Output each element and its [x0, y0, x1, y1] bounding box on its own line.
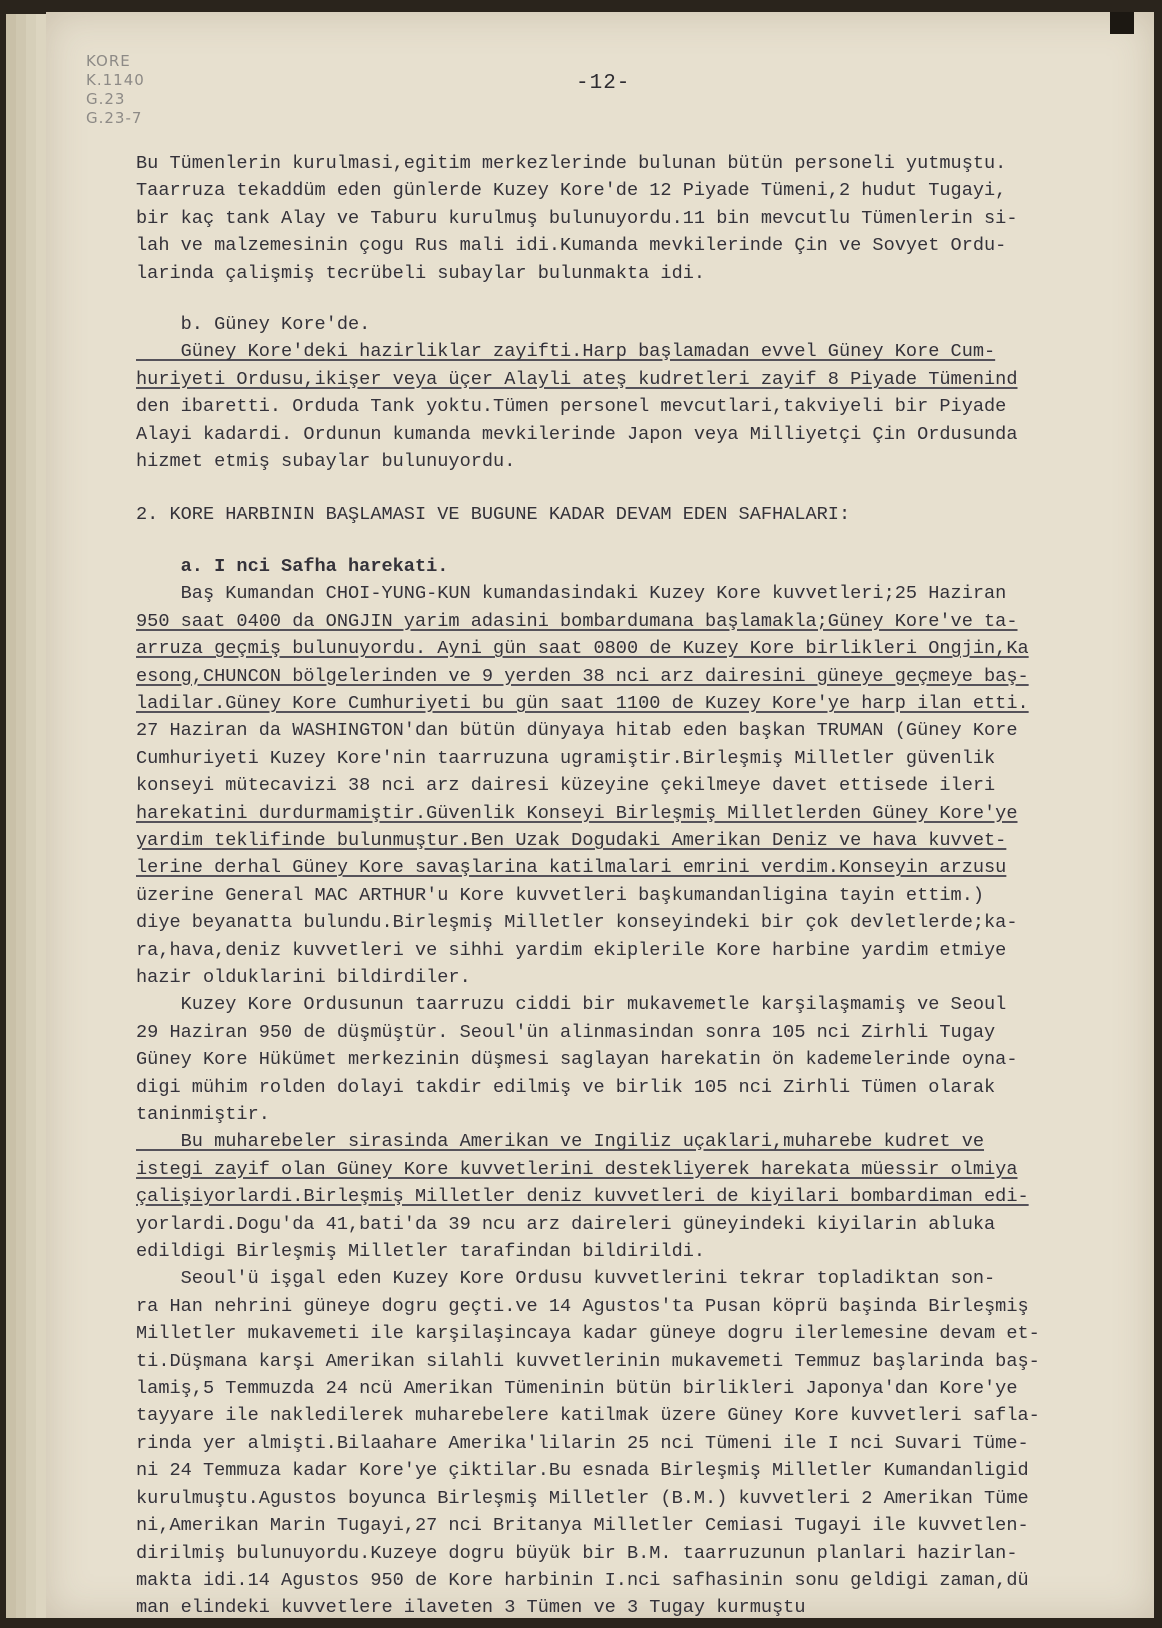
text-line: diye beyanatta bulundu.Birleşmiş Milletler konseyindeki bir çok devletlerde;ka- — [136, 912, 1018, 934]
text-line: ni,Amerikan Marin Tugayi,27 nci Britanya Milletler Cemiasi Tugayi ile kuvvetlen- — [136, 1515, 1029, 1537]
heading-line: 2. KORE HARBININ BAŞLAMASI VE BUGUNE KADAR DEVAM EDEN SAFHALARI: — [136, 504, 851, 526]
paragraph-kuzey-kore-tumenler — [136, 150, 1146, 287]
text-line: çalişiyorlardi.Birleşmiş Milletler deniz kuvvetleri de kiyilari bombardiman edi- — [136, 1186, 1029, 1208]
text-line: ni 24 Temmuza kadar Kore'ye çiktilar.Bu esnada Birleşmiş Milletler Kumandanligid — [136, 1460, 1029, 1482]
text-line: digi mühim rolden dolayi takdir edilmiş ve birlik 105 nci Zirhli Tümen olarak — [136, 1076, 996, 1098]
text-line: Alayi kadardi. Ordunun kumanda mevkilerinde Japon veya Milliyetçi Çin Ordusunda — [136, 423, 1018, 445]
text-line: rinda yer almişti.Bilaahare Amerika'lilarin 25 nci Tümeni ile I nci Suvari Tüme- — [136, 1432, 1029, 1454]
pencil-note: KORE — [86, 52, 131, 70]
pencil-note: G.23-7 — [86, 109, 143, 127]
section-heading — [136, 501, 1146, 528]
text-line: dirilmiş bulunuyordu.Kuzeye dogru büyük bir B.M. taarruzunun planlari hazirlan- — [136, 1542, 1018, 1564]
text-line: ladilar.Güney Kore Cumhuriyeti bu gün saat 1100 de Kuzey Kore'ye harp ilan etti. — [136, 692, 1029, 714]
text-line: Güney Kore Hükümet merkezinin düşmesi saglayan harekatin ön kademelerinde oyna- — [136, 1049, 1018, 1071]
scan-corner-mark — [1110, 12, 1134, 34]
document-body — [136, 150, 1146, 1622]
paragraph-safha-harekati — [136, 553, 1146, 992]
page-number: -12- — [576, 72, 631, 95]
text-line: bir kaç tank Alay ve Taburu kurulmuş bulunuyordu.11 bin mevcutlu Tümenlerin si- — [136, 207, 1018, 229]
text-line: arruza geçmiş bulunuyordu. Ayni gün saat 0800 de Kuzey Kore birlikleri Ongjin,Ka — [136, 638, 1029, 660]
text-line: makta idi.14 Agustos 950 de Kore harbinin I.nci safhasinin sonu geldigi zaman,dü — [136, 1569, 1029, 1591]
text-line: man elindeki kuvvetlere ilaveten 3 Tümen ve 3 Tugay kurmuştu — [136, 1597, 806, 1619]
subheading: a. I nci Safha harekati. — [136, 555, 449, 577]
text-line: Cumhuriyeti Kuzey Kore'nin taarruzuna ugramiştir.Birleşmiş Milletler güvenlik — [136, 747, 996, 769]
text-line: lerine derhal Güney Kore savaşlarina katilmalari emrini verdim.Konseyin arzusu — [136, 857, 1007, 879]
pencil-note: G.23 — [86, 90, 126, 108]
text-line: harekatini durdurmamiştir.Güvenlik Konseyi Birleşmiş Milletlerden Güney Kore'ye — [136, 802, 1018, 824]
text-line: Kuzey Kore Ordusunun taarruzu ciddi bir mukavemetle karşilaşmamiş ve Seoul — [136, 994, 1007, 1016]
text-line: yorlardi.Dogu'da 41,bati'da 39 ncu arz daireleri güneyindeki kiyilarin abluka — [136, 1213, 996, 1235]
paragraph-muharebeler — [136, 1128, 1146, 1265]
text-line: Baş Kumandan CHOI-YUNG-KUN kumandasindaki Kuzey Kore kuvvetleri;25 Haziran — [136, 583, 1007, 605]
text-line: Güney Kore'deki hazirliklar zayifti.Harp başlamadan evvel Güney Kore Cum- — [136, 341, 996, 363]
text-line: Taarruza tekaddüm eden günlerde Kuzey Kore'de 12 Piyade Tümeni,2 hudut Tugayi, — [136, 180, 1007, 202]
text-line: ti.Düşmana karşi Amerikan silahli kuvvetlerinin mukavemeti Temmuz başlarinda baş- — [136, 1350, 1040, 1372]
paragraph-seoul-dusmesi — [136, 991, 1146, 1128]
text-line: den ibaretti. Orduda Tank yoktu.Tümen personel mevcutlari,takviyeli bir Piyade — [136, 396, 1007, 418]
text-line: larinda çalişmiş tecrübeli subaylar bulunmakta idi. — [136, 262, 706, 284]
text-line: ra,hava,deniz kuvvetleri ve sihhi yardim ekiplerile Kore harbine yardim etmiye — [136, 939, 1007, 961]
text-line: lamiş,5 Temmuzda 24 ncü Amerikan Tümeninin bütün birlikleri Japonya'dan Kore'ye — [136, 1378, 1018, 1400]
text-line: hazir olduklarini bildirdiler. — [136, 966, 471, 988]
text-line: 950 saat 0400 da ONGJIN yarim adasini bombardumana başlamakla;Güney Kore've ta- — [136, 610, 1018, 632]
text-line: istegi zayif olan Güney Kore kuvvetlerini destekliyerek harekata müessir olmiya — [136, 1158, 1018, 1180]
paragraph-guney-kore — [136, 311, 1146, 475]
text-line: edildigi Birleşmiş Milletler tarafindan bildirildi. — [136, 1241, 706, 1263]
text-line: Milletler mukavemeti ile karşilaşincaya kadar güneye dogru ilerlemesine devam et- — [136, 1323, 1040, 1345]
text-line: yardim teklifinde bulunmuştur.Ben Uzak Dogudaki Amerikan Deniz ve hava kuvvet- — [136, 829, 1007, 851]
text-line: hizmet etmiş subaylar bulunuyordu. — [136, 451, 516, 473]
text-line: ra Han nehrini güneye dogru geçti.ve 14 Agustos'ta Pusan köprü başinda Birleşmiş — [136, 1295, 1029, 1317]
text-line: esong,CHUNCON bölgelerinden ve 9 yerden 38 nci arz dairesini güneye geçmeye baş- — [136, 665, 1029, 687]
text-line: konseyi mütecavizi 38 nci arz dairesi küzeyine çekilmeye davet ettisede ileri — [136, 775, 996, 797]
text-line: Bu muharebeler sirasinda Amerikan ve Ingiliz uçaklari,muharebe kudret ve — [136, 1131, 985, 1153]
text-line: 27 Haziran da WASHINGTON'dan bütün dünyaya hitab eden başkan TRUMAN (Güney Kore — [136, 720, 1018, 742]
text-line: üzerine General MAC ARTHUR'u Kore kuvvetleri başkumandanligina tayin ettim.) — [136, 884, 985, 906]
subheading: b. Güney Kore'de. — [136, 314, 371, 336]
text-line: lah ve malzemesinin çogu Rus mali idi.Kumanda mevkilerinde Çin ve Sovyet Ordu- — [136, 235, 1007, 257]
document-page — [46, 12, 1154, 1618]
pencil-note: K.1140 — [86, 71, 145, 89]
text-line: huriyeti Ordusu,ikişer veya üçer Alayli ateş kudretleri zayif 8 Piyade Tümenind — [136, 368, 1018, 390]
text-line: tayyare ile nakledilerek muharebelere katilmak üzere Güney Kore kuvvetleri safla- — [136, 1405, 1040, 1427]
pencil-notes — [86, 52, 145, 128]
text-line: 29 Haziran 950 de düşmüştür. Seoul'ün alinmasindan sonra 105 nci Zirhli Tugay — [136, 1021, 996, 1043]
text-line: Bu Tümenlerin kurulmasi,egitim merkezlerinde bulunan bütün personeli yutmuştu. — [136, 153, 1007, 174]
text-line: taninmiştir. — [136, 1104, 270, 1125]
text-line: Seoul'ü işgal eden Kuzey Kore Ordusu kuvvetlerini tekrar topladiktan son- — [136, 1268, 996, 1290]
paragraph-seoul-isgal — [136, 1265, 1146, 1621]
text-line: kurulmuştu.Agustos boyunca Birleşmiş Milletler (B.M.) kuvvetleri 2 Amerikan Tüme — [136, 1487, 1029, 1509]
